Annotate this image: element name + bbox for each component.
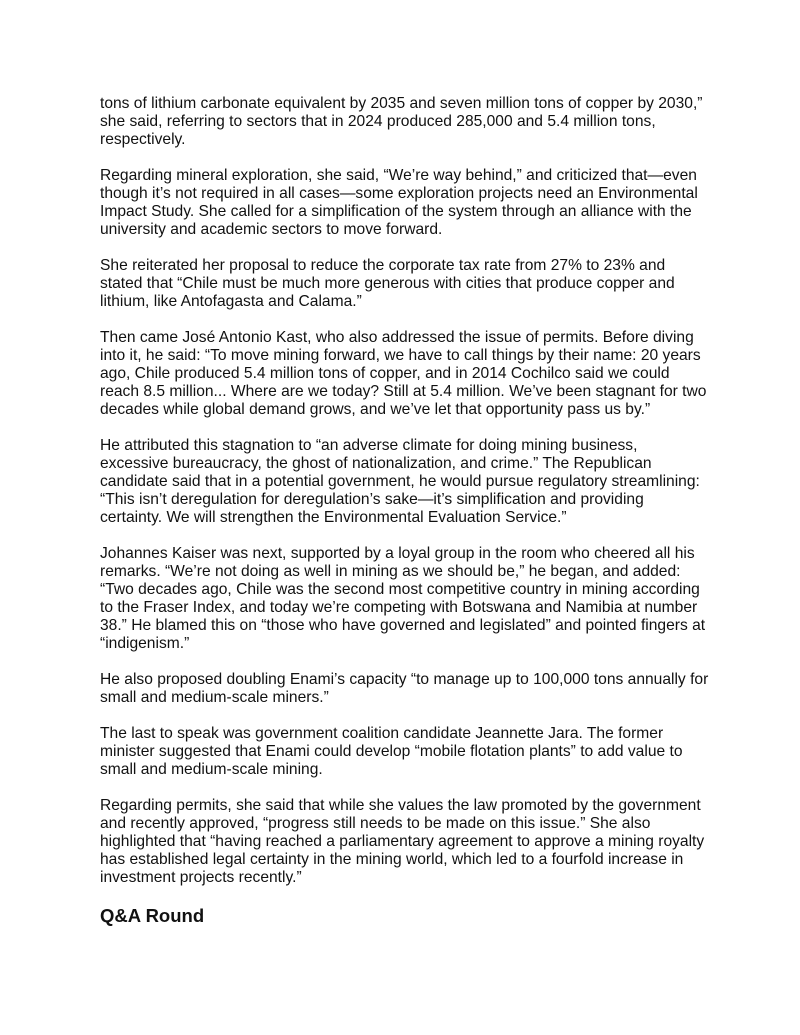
paragraph-mineral-exploration: Regarding mineral exploration, she said, “We’re way behind,” and criticized that—even though it’s not required in all cases—some exploration projects need an Environmental Impact Study. She called for a simplification of the system through an alliance with the university and academic sectors to move forward. — [100, 167, 698, 238]
paragraph-jara-permits: Regarding permits, she said that while she values the law promoted by the government and recently approved, “progress still needs to be made on this issue.” She also highlighted that “having reached a parliamentary agreement to approve a mining royalty has established legal certainty in the mining world, which led to a fourfold increase in investment projects recently.” — [100, 797, 705, 886]
paragraph-kast-permits: Then came José Antonio Kast, who also addressed the issue of permits. Before diving into it, he said: “To move mining forward, we have to call things by their name: 20 years ago, Chile produced 5.4 million tons of copper, and in 2014 Cochilco said we could reach 8.5 million... Where are we today? Still at 5.4 million. We’ve been stagnant for two decades while global demand grows, and we’ve let that opportunity pass us by.” — [100, 329, 707, 418]
paragraph-lithium-copper-targets: tons of lithium carbonate equivalent by 2035 and seven million tons of copper by 2030,” she said, referring to sectors that in 2024 produced 285,000 and 5.4 million tons, respectively. — [100, 95, 703, 148]
paragraph-enami-capacity: He also proposed doubling Enami’s capacity “to manage up to 100,000 tons annually for small and medium-scale miners.” — [100, 671, 709, 706]
paragraph-kaiser-remarks: Johannes Kaiser was next, supported by a loyal group in the room who cheered all his remarks. “We’re not doing as well in mining as we should be,” he began, and added: “Two decades ago, Chile was the second most competitive country in mining according to the Fraser Index, and today we’re competing with Botswana and Namibia at number 38.” He blamed this on “those who have governed and legislated” and pointed fingers at “indigenism.” — [100, 545, 706, 652]
paragraph-jara-flotation: The last to speak was government coalition candidate Jeannette Jara. The former minister suggested that Enami could develop “mobile flotation plants” to add value to small and medium-scale mining. — [100, 725, 683, 778]
paragraph-kast-stagnation: He attributed this stagnation to “an adverse climate for doing mining business, excessive bureaucracy, the ghost of nationalization, and crime.” The Republican candidate said that in a potential government, he would pursue regulatory streamlining: “This isn’t deregulation for deregulation’s sake—it’s simplification and providing certainty. We will strengthen the Environmental Evaluation Service.” — [100, 437, 700, 526]
document-page — [100, 95, 710, 927]
section-heading-qa-round: Q&A Round — [100, 905, 205, 926]
paragraph-corporate-tax: She reiterated her proposal to reduce the corporate tax rate from 27% to 23% and stated that “Chile must be much more generous with cities that produce copper and lithium, like Antofagasta and Calama.” — [100, 257, 675, 310]
